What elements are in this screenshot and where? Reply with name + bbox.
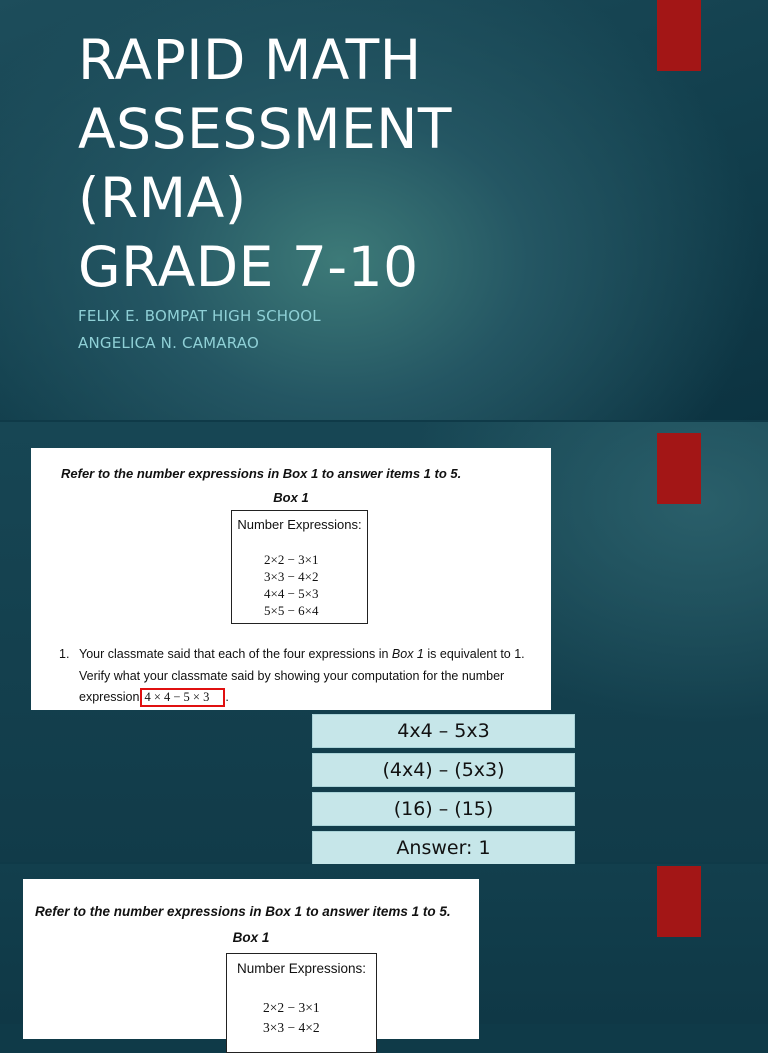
worksheet-instruction: Refer to the number expressions in Box 1 to answer items 1 to 5. bbox=[61, 466, 462, 481]
title-line: ASSESSMENT bbox=[78, 97, 452, 161]
expression-item: 4×4 − 5×3 bbox=[264, 586, 319, 601]
box-title: Box 1 bbox=[273, 490, 309, 505]
accent-bar bbox=[657, 0, 701, 71]
solution-step: (4x4) – (5x3) bbox=[312, 753, 575, 787]
solution-step: 4x4 – 5x3 bbox=[312, 714, 575, 748]
worksheet-image bbox=[31, 448, 551, 710]
question-text-part: Your classmate said that each of the four expressions in bbox=[79, 647, 392, 661]
title-line: GRADE 7-10 bbox=[78, 235, 419, 299]
question-text-part: . bbox=[225, 690, 229, 704]
question-line: Verify what your classmate said by showing your computation for the number bbox=[79, 668, 505, 683]
school-name: FELIX E. BOMPAT HIGH SCHOOL bbox=[78, 307, 321, 325]
question-text-part: expression bbox=[79, 690, 140, 704]
expression-item: 3×3 − 4×2 bbox=[263, 1020, 320, 1035]
box-title: Box 1 bbox=[232, 930, 270, 945]
question-number: 1. bbox=[59, 647, 70, 661]
expression-item: 5×5 − 6×4 bbox=[264, 603, 319, 618]
worksheet-image bbox=[23, 879, 479, 1039]
expressions-heading: Number Expressions: bbox=[237, 517, 362, 532]
title-line: RAPID MATH bbox=[78, 28, 422, 92]
worksheet-slide bbox=[0, 422, 768, 862]
title-line: (RMA) bbox=[78, 166, 247, 230]
expression-item: 3×3 − 4×2 bbox=[264, 569, 319, 584]
expressions-box bbox=[231, 510, 368, 624]
expressions-heading: Number Expressions: bbox=[236, 961, 367, 976]
answer-box: Answer: 1 bbox=[312, 831, 575, 865]
highlighted-expression: 4 × 4 − 5 × 3 bbox=[140, 688, 225, 707]
slide-subtitle bbox=[78, 303, 321, 357]
question-line bbox=[79, 644, 539, 666]
accent-bar bbox=[657, 866, 701, 937]
expressions-box bbox=[226, 953, 377, 1053]
question-text-part: is equivalent to 1. bbox=[423, 647, 525, 661]
question-text-emphasis: Box 1 bbox=[391, 647, 424, 661]
title-slide bbox=[0, 0, 768, 420]
solution-step: (16) – (15) bbox=[312, 792, 575, 826]
author-name: ANGELICA N. CAMARAO bbox=[78, 334, 259, 352]
worksheet-instruction: Refer to the number expressions in Box 1 to answer items 1 to 5. bbox=[35, 904, 451, 919]
accent-bar bbox=[657, 433, 701, 504]
expression-item: 2×2 − 3×1 bbox=[263, 1000, 320, 1015]
expression-item: 2×2 − 3×1 bbox=[264, 552, 319, 567]
question-text bbox=[79, 644, 539, 709]
worksheet-slide-2 bbox=[0, 864, 768, 1035]
question-line bbox=[79, 687, 539, 709]
slide-title bbox=[78, 26, 452, 302]
